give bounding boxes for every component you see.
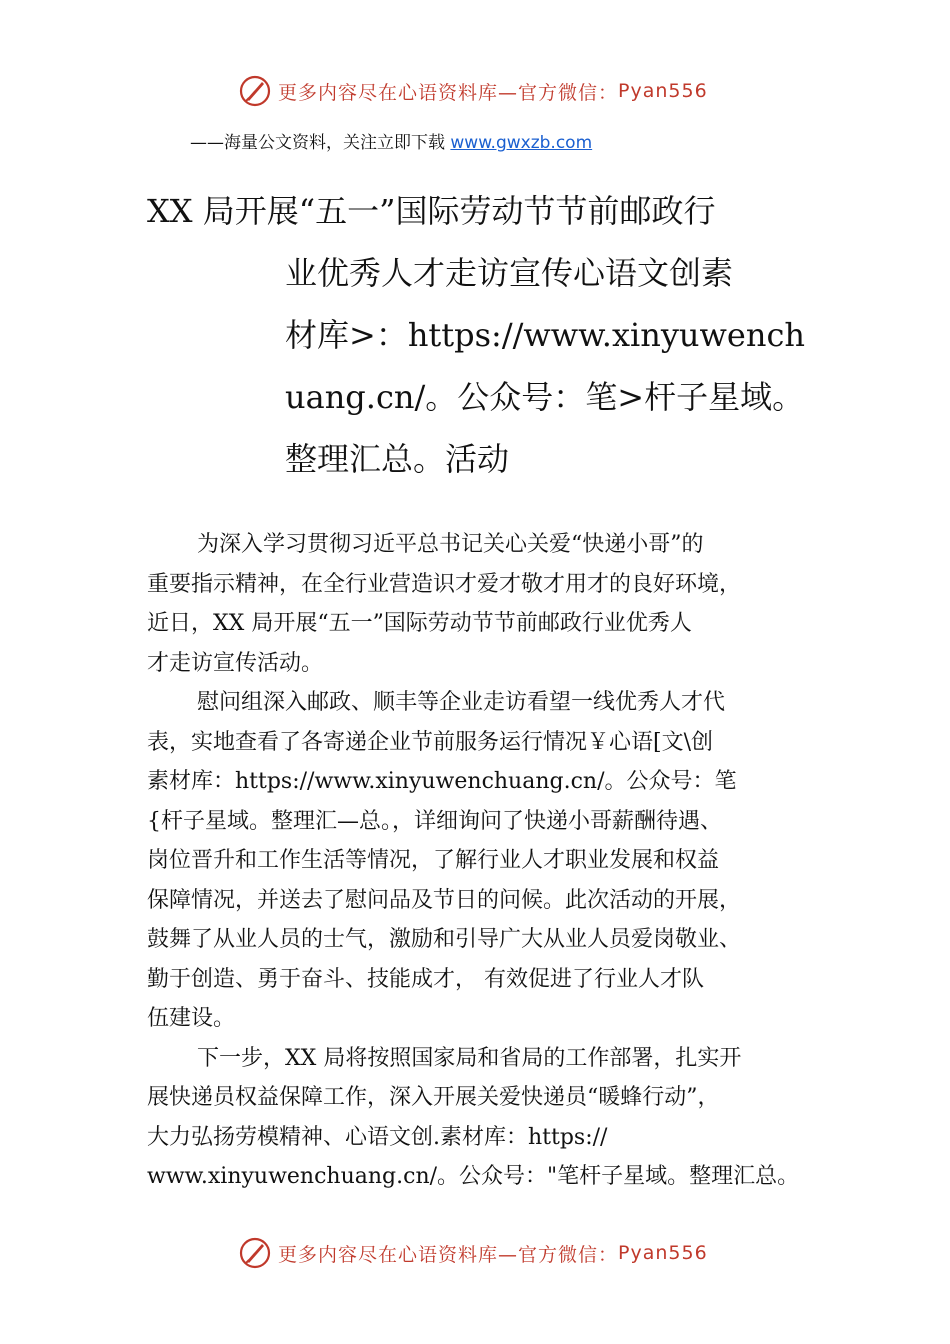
banner-wechat-id: Pyan556: [618, 1242, 708, 1264]
body-line: 为深入学习贯彻习近平总书记关心关爱“快递小哥”的: [197, 532, 704, 557]
document-title: [147, 180, 847, 490]
body-line: 表，实地查看了各寄递企业节前服务运行情况￥心语[文\创: [147, 729, 713, 755]
banner-text: 更多内容尽在心语资料库—官方微信：: [278, 81, 619, 104]
body-line: {杆子星域。整理汇—总。，详细询问了快递小哥薪酬待遇、: [147, 808, 722, 834]
banner-content: [238, 1236, 708, 1270]
quill-logo-icon: [238, 74, 272, 108]
body-line: 下一步，XX 局将按照国家局和省局的工作部署，扎实开: [197, 1045, 742, 1071]
body-line: 素材库：https://www.xinyuwenchuang.cn/。公众号：笔: [147, 769, 737, 794]
body-line: 勤于创造、勇于奋斗、技能成才， 有效促进了行业人才队: [147, 966, 704, 992]
title-line: 整理汇总。活动: [285, 440, 510, 478]
title-line: XX 局开展“五一”国际劳动节节前邮政行: [147, 192, 716, 230]
body-line: 重要指示精神，在全行业营造识才爱才敬才用才的良好环境，: [147, 571, 742, 597]
body-line: 岗位晋升和工作生活等情况，了解行业人才职业发展和权益: [147, 848, 720, 873]
banner-content: [238, 74, 708, 108]
body-line: 鼓舞了从业人员的士气，激励和引导广大从业人员爱岗敬业、: [147, 927, 742, 952]
body-line: 才走访宣传活动。: [147, 650, 324, 676]
body-line: 伍建设。: [147, 1006, 236, 1031]
footer-banner: [0, 1232, 950, 1276]
title-line: 材库>：https://www.xinyuwench: [285, 316, 805, 354]
download-link[interactable]: www.gwxzb.com: [450, 133, 593, 153]
title-line: 业优秀人才走访宣传心语文创素: [285, 254, 734, 292]
document-body: [147, 525, 847, 1197]
body-line: 展快递员权益保障工作，深入开展关爱快递员“暖蜂行动”，: [147, 1085, 720, 1110]
body-line: www.xinyuwenchuang.cn/。公众号："笔杆子星域。整理汇总。: [147, 1164, 800, 1189]
banner-wechat-id: Pyan556: [618, 80, 708, 102]
download-notice-text: ——海量公文资料，关注立即下载: [190, 133, 451, 153]
body-line: 大力弘扬劳模精神、心语文创.素材库：https://: [147, 1124, 608, 1150]
title-line: uang.cn/。公众号：笔>杆子星域。: [285, 378, 805, 416]
quill-logo-icon: [238, 1236, 272, 1270]
body-line: 慰问组深入邮政、顺丰等企业走访看望一线优秀人才代: [197, 690, 726, 715]
banner-text: 更多内容尽在心语资料库—官方微信：: [278, 1243, 619, 1266]
header-banner: [0, 70, 950, 114]
body-line: 近日，XX 局开展“五一”国际劳动节节前邮政行业优秀人: [147, 611, 692, 636]
download-notice: [190, 128, 592, 153]
body-line: 保障情况，并送去了慰问品及节日的问候。此次活动的开展，: [147, 887, 742, 913]
